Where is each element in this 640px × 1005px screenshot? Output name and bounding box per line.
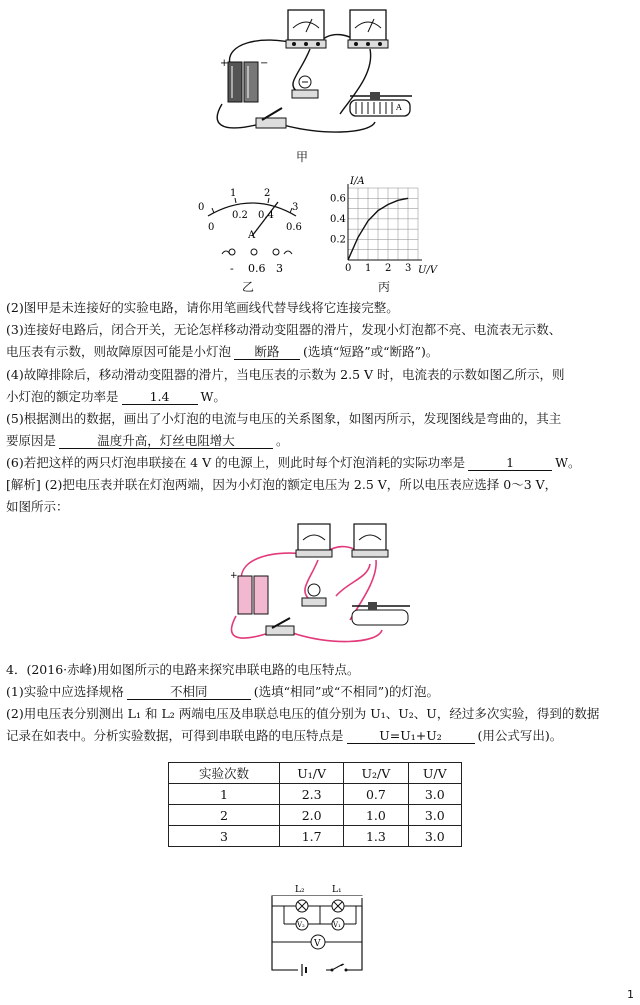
table-cell: 2	[169, 805, 280, 826]
q3-text-a: (3)连接好电路后，闭合开关，无论怎样移动滑动变阻器的滑片，发现小灯泡都不亮、电流表无示数、	[6, 322, 562, 337]
terminal-0-6: 0.6	[248, 262, 266, 275]
label-L2: L₂	[295, 885, 305, 895]
terminal-3: 3	[276, 262, 283, 275]
bulb-device	[292, 76, 318, 98]
dial-top-3: 3	[292, 202, 299, 213]
p4-1-answer: 不相同	[127, 684, 251, 700]
dial-bottom-0: 0	[208, 222, 215, 233]
table-cell: 2.3	[280, 784, 344, 805]
q3-answer: 断路	[234, 344, 300, 360]
p4-2-answer: U=U₁+U₂	[347, 728, 475, 744]
figure-jia-caption: 甲	[296, 150, 309, 164]
table-row	[169, 805, 462, 826]
p4-1-post: (选填“相同”或“不相同”)的灯泡。	[253, 684, 440, 699]
dial-bottom-2: 0.4	[258, 210, 274, 221]
analysis-circuit-figure	[218, 520, 418, 650]
label-V2: V₂	[297, 921, 305, 929]
x-tick-label: 1	[365, 263, 372, 274]
voltmeter-device	[348, 10, 388, 48]
svg-text:−: −	[260, 58, 269, 69]
table-cell: 1.3	[344, 826, 408, 847]
chart-xlabel: U/V	[418, 265, 438, 276]
dial-top-2: 2	[264, 188, 271, 199]
q5-text-a: (5)根据测出的数据，画出了小灯泡的电流与电压的关系图象，如图丙所示，发现图线是弯曲的，其主	[6, 411, 562, 426]
switch-device	[256, 108, 286, 128]
p4-2-line-b	[6, 727, 632, 745]
figure-yi-caption: 乙	[242, 280, 255, 294]
label-V: V	[314, 939, 321, 949]
q6-text-pre: (6)若把这样的两只灯泡串联接在 4 V 的电源上，则此时每个灯泡消耗的实际功率是	[6, 455, 466, 470]
terminal-neg: -	[230, 262, 234, 275]
q5-answer: 温度升高，灯丝电阻增大	[59, 433, 273, 449]
x-tick-label: 2	[385, 263, 392, 274]
q5-text-b-post: 。	[276, 433, 289, 448]
table-header: U/V	[408, 763, 461, 784]
p4-1-line	[6, 683, 632, 701]
svg-text:+: +	[230, 571, 238, 581]
p4-2-text-a: (2)用电压表分别测出 L₁ 和 L₂ 两端电压及串联总电压的值分别为 U₁、U₂、U，经过多次实验，得到的数据	[6, 706, 600, 721]
chart-axes	[348, 184, 422, 260]
analysis-text-a: [解析] (2)把电压表并联在灯泡两端，因为小灯泡的额定电压为 2.5 V，所以电压表应选择 0～3 V，	[6, 477, 558, 492]
table-header: U₁/V	[280, 763, 344, 784]
p4-2-post: (用公式写出)。	[477, 728, 563, 743]
table-cell: 3.0	[408, 784, 461, 805]
dial-top-1: 1	[230, 188, 237, 199]
q6-answer: 1	[468, 455, 552, 471]
battery-device	[220, 58, 268, 102]
svg-text:A: A	[396, 103, 402, 112]
y-tick-label: 0.2	[330, 234, 346, 246]
chart-ylabel: I/A	[350, 176, 365, 187]
q6-text-post: W。	[555, 455, 581, 470]
svg-text:+: +	[220, 58, 229, 69]
table-header: U₂/V	[344, 763, 408, 784]
table-cell: 1.7	[280, 826, 344, 847]
y-tick-label: 0.4	[330, 213, 346, 225]
table-cell: 3.0	[408, 826, 461, 847]
table-cell: 3	[169, 826, 280, 847]
dial-top-0: 0	[198, 202, 205, 213]
table-cell: 2.0	[280, 805, 344, 826]
dial-bottom-1: 0.2	[232, 210, 248, 221]
table-cell: 1.0	[344, 805, 408, 826]
figure-yi-ammeter-dial	[192, 186, 312, 278]
p4-heading: 4．(2016·赤峰)用如图所示的电路来探究串联电路的电压特点。	[6, 662, 360, 677]
dial-bottom-3: 0.6	[286, 222, 302, 233]
q4-text-b-pre: 小灯泡的额定功率是	[6, 389, 119, 404]
table-cell: 3.0	[408, 805, 461, 826]
q3-line-b	[6, 343, 632, 361]
q5-line-b	[6, 432, 632, 450]
label-L1: L₁	[332, 885, 342, 895]
q4-text-b-post: W。	[200, 389, 226, 404]
x-tick-label: 0	[345, 263, 352, 274]
table-header: 实验次数	[169, 763, 280, 784]
x-tick-label: 3	[405, 263, 412, 274]
analysis-text-b: 如图所示：	[6, 499, 69, 514]
q4-line-b	[6, 388, 632, 406]
rheostat-device	[350, 92, 412, 116]
q4-answer: 1.4	[122, 389, 198, 405]
q6-line	[6, 454, 632, 472]
voltage-data-table	[168, 762, 462, 847]
q3-text-b-post: (选填“短路”或“断路”)。	[303, 344, 439, 359]
p4-1-pre: (1)实验中应选择规格	[6, 684, 124, 699]
table-row	[169, 826, 462, 847]
series-circuit-diagram	[262, 880, 372, 980]
q5-text-b-pre: 要原因是	[6, 433, 57, 448]
table-row	[169, 784, 462, 805]
q3-text-b-pre: 电压表有示数，则故障原因可能是小灯泡	[6, 344, 232, 359]
q2-text: (2)图甲是未连接好的实验电路，请你用笔画线代替导线将它连接完整。	[6, 300, 399, 315]
ammeter-device	[286, 10, 326, 48]
figure-jia-circuit	[200, 4, 440, 152]
dial-unit: A	[248, 230, 256, 241]
label-V1: V₁	[333, 921, 341, 929]
q4-text-a: (4)故障排除后，移动滑动变阻器的滑片，当电压表的示数为 2.5 V 时，电流表的示数如图乙所示，则	[6, 367, 565, 382]
p4-2-pre: 记录在如表中。分析实验数据，可得到串联电路的电压特点是	[6, 728, 344, 743]
table-cell: 0.7	[344, 784, 408, 805]
table-header-row	[169, 763, 462, 784]
figure-bing-chart	[330, 172, 440, 280]
page-number: 1	[627, 988, 634, 1001]
figure-bing-caption: 丙	[378, 280, 391, 294]
y-tick-label: 0.6	[330, 193, 346, 205]
table-cell: 1	[169, 784, 280, 805]
